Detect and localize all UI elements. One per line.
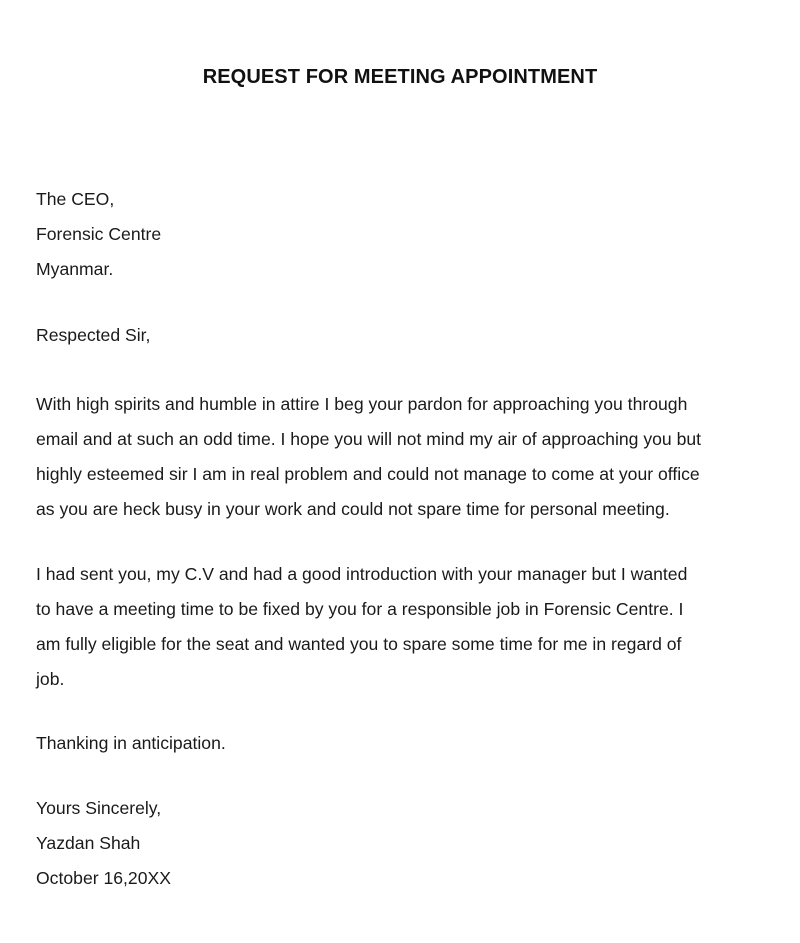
body-paragraph-2 <box>36 557 771 697</box>
paragraph-line: highly esteemed sir I am in real problem and could not manage to come at your office <box>36 464 700 484</box>
thanks-line <box>36 726 771 761</box>
salutation-text: Respected Sir, <box>36 325 151 345</box>
recipient-line-country: Myanmar. <box>36 259 114 279</box>
paragraph-line: I had sent you, my C.V and had a good introduction with your manager but I wanted <box>36 564 688 584</box>
paragraph-line: to have a meeting time to be fixed by you for a responsible job in Forensic Centre. I <box>36 599 684 619</box>
recipient-line-title: The CEO, <box>36 189 115 209</box>
sign-off: Yours Sincerely, <box>36 798 162 818</box>
salutation <box>36 318 771 353</box>
recipient-line-organization: Forensic Centre <box>36 224 162 244</box>
paragraph-line: email and at such an odd time. I hope you will not mind my air of approaching you but <box>36 429 702 449</box>
letter-title: REQUEST FOR MEETING APPOINTMENT <box>202 66 598 88</box>
paragraph-line: am fully eligible for the seat and wanted you to spare some time for me in regard of <box>36 634 682 654</box>
sender-name: Yazdan Shah <box>36 833 141 853</box>
letter-date: October 16,20XX <box>36 868 171 888</box>
recipient-address <box>36 182 771 287</box>
signature-block <box>36 791 771 896</box>
paragraph-line: as you are heck busy in your work and could not spare time for personal meeting. <box>36 499 670 519</box>
paragraph-line: With high spirits and humble in attire I beg your pardon for approaching you through <box>36 394 688 414</box>
paragraph-line: job. <box>36 669 65 689</box>
thanks-text: Thanking in anticipation. <box>36 733 226 753</box>
body-paragraph-1 <box>36 387 771 527</box>
